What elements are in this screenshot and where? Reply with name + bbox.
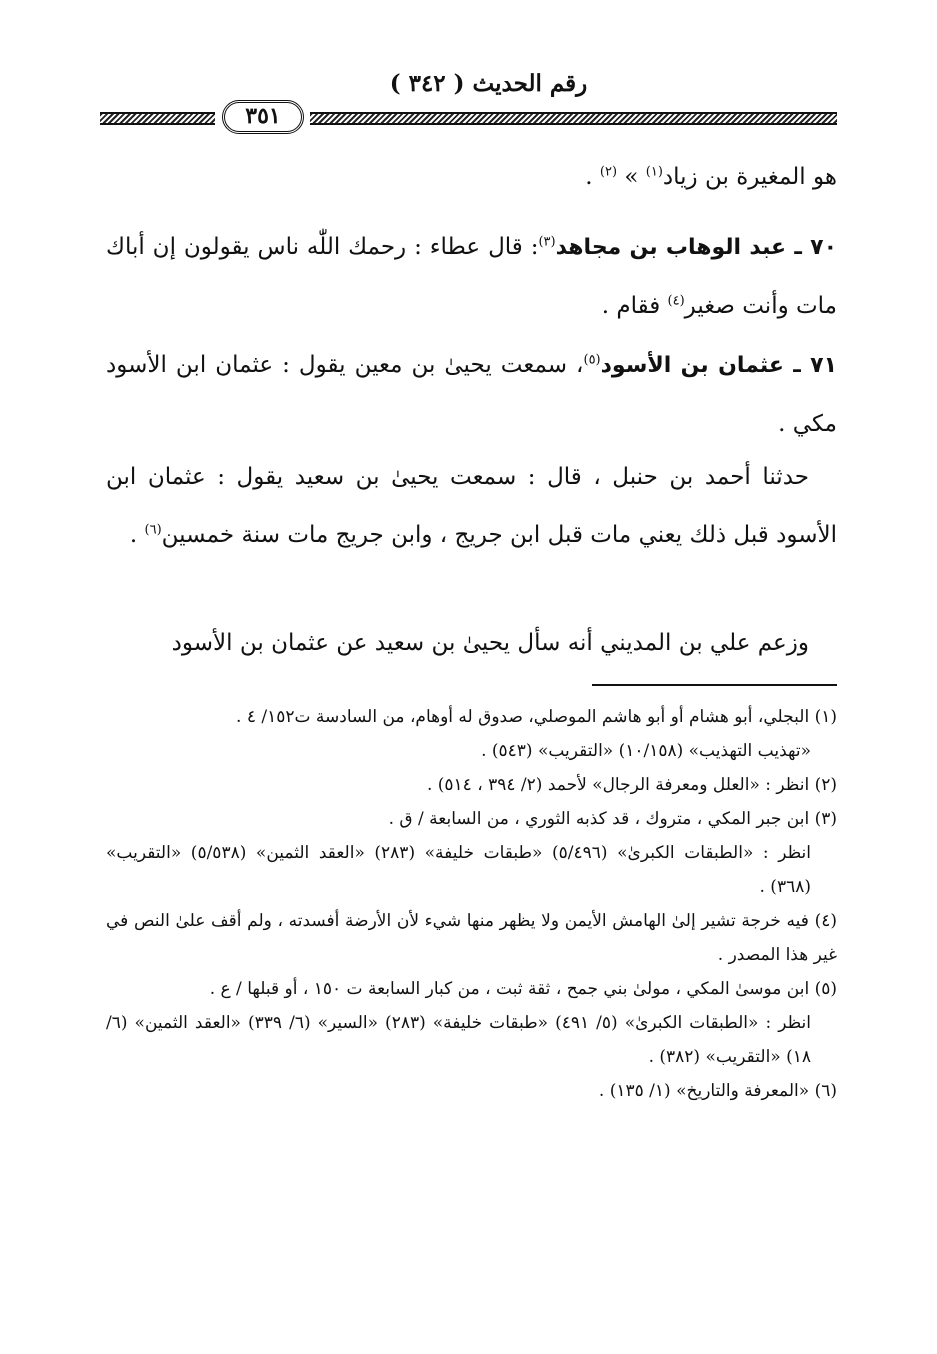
footnote-ref: (٣) bbox=[538, 234, 556, 250]
ornamental-rule-left bbox=[100, 112, 215, 125]
paragraph-continuation bbox=[106, 148, 837, 206]
footnote-ref: (١) bbox=[645, 164, 663, 180]
entry-71 bbox=[106, 336, 837, 453]
footnote-3: (٣) ابن جبر المكي ، متروك ، قد كذبه الثوري ، من السابعة / ق . bbox=[388, 809, 837, 829]
narrator-name: عبد الوهاب بن مجاهد bbox=[555, 235, 787, 260]
entry-number: ٧١ ـ bbox=[783, 353, 838, 378]
text: » bbox=[617, 164, 646, 190]
footnote-5-refs: انظر : «الطبقات الكبرىٰ» (٥/ ٤٩١) «طبقات خليفة» (٢٨٣) «السير» (٦/ ٣٣٩) «العقد الثمين» (٦/ ١٨) «التقريب» (٣٨٢) . bbox=[106, 1013, 812, 1067]
main-text bbox=[106, 148, 837, 206]
footnote-6: (٦) «المعرفة والتاريخ» (١/ ١٣٥) . bbox=[598, 1081, 837, 1101]
paragraph-narration bbox=[106, 448, 837, 564]
text: وزعم علي بن المديني أنه سأل يحيىٰ بن سعيد عن عثمان بن الأسود bbox=[171, 630, 809, 656]
text: : قال عطاء : رحمك اللّٰه ناس يقولون إن أباك مات وأنت صغير bbox=[106, 234, 837, 319]
text: ، سمعت يحيىٰ بن معين يقول : عثمان ابن الأسود مكي . bbox=[106, 352, 837, 437]
footnote-ref: (٢) bbox=[599, 164, 618, 180]
text: . bbox=[585, 164, 600, 190]
narrator-name: عثمان بن الأسود bbox=[600, 353, 784, 378]
running-title: رقم الحديث ( ٣٤٢ ) bbox=[389, 70, 588, 97]
footnote-separator bbox=[592, 684, 837, 686]
text: . bbox=[129, 522, 145, 548]
page-number: ٣٥١ bbox=[222, 100, 304, 134]
text: حدثنا أحمد بن حنبل ، قال : سمعت يحيىٰ بن سعيد يقول : عثمان ابن الأسود قبل ذلك يعني مات قبل ابن جريج ، وابن جريج مات سنة خمسين bbox=[106, 464, 837, 548]
footnote-4: (٤) فيه خرجة تشير إلىٰ الهامش الأيمن ولا يظهر منها شيء لأن الأرضة أفسدته ، ولم أقف علىٰ النص في غير هذا المصدر . bbox=[106, 911, 837, 965]
footnote-ref: (٦) bbox=[144, 522, 162, 538]
entry-number: ٧٠ ـ bbox=[786, 235, 838, 260]
entry-70 bbox=[106, 218, 837, 335]
footnote-1-refs: «تهذيب التهذيب» (١٠/١٥٨) «التقريب» (٥٤٣) . bbox=[481, 741, 811, 761]
text: هو المغيرة بن زياد bbox=[662, 164, 837, 190]
footnote-5: (٥) ابن موسىٰ المكي ، مولىٰ بني جمح ، ثقة ثبت ، من كبار السابعة ت ١٥٠ ، أو قبلها / ع . bbox=[209, 979, 837, 999]
footnote-3-refs: انظر : «الطبقات الكبرىٰ» (٥/٤٩٦) «طبقات خليفة» (٢٨٣) «العقد الثمين» (٥/٥٣٨) «التقريب» (٣٦٨) . bbox=[106, 843, 812, 897]
ornamental-rule-right bbox=[310, 112, 837, 125]
paragraph-last bbox=[106, 614, 837, 672]
footnote-ref: (٥) bbox=[583, 352, 601, 368]
footnote-2: (٢) انظر : «العلل ومعرفة الرجال» لأحمد (٢/ ٣٩٤ ، ٥١٤) . bbox=[426, 775, 837, 795]
footnote-ref: (٤) bbox=[667, 293, 685, 309]
text: فقام . bbox=[601, 293, 668, 319]
footnotes bbox=[106, 700, 837, 1108]
footnote-1: (١) البجلي، أبو هشام أو أبو هاشم الموصلي، صدوق له أوهام، من السادسة ت١٥٢/ ٤ . bbox=[236, 707, 837, 727]
